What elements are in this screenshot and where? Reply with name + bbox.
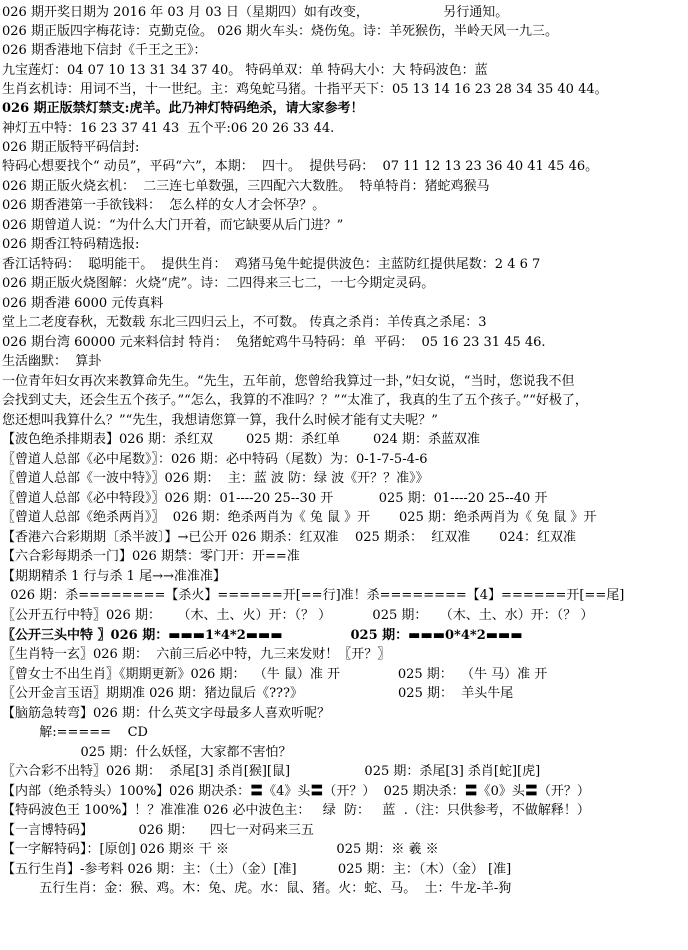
text-line: 026 期香江特码精选报:: [2, 237, 140, 252]
text-line: 026 期开奖日期为 2016 年 03 月 03 日（星期四）如有改变， 另行通知。: [2, 5, 509, 20]
text-line: 025 期：什么妖怪，大家都不害怕？: [2, 745, 292, 760]
text-line: 【六合彩每期杀一门】026 期禁：零门开：开==准: [2, 549, 300, 564]
text-line: 〖公开三头中特 〗026 期：▬▬▬1*4*2▬▬▬ 025 期：▬▬▬0*4*2▬▬▬: [2, 628, 523, 643]
text-line: 026 期正版火烧图解：火烧“虎”。诗：二四得来三七二，一七今期定灵码。: [2, 276, 435, 291]
text-line: 〖曾道人总部《一波中特》〗026 期： 主：蓝 波 防：绿 波《开？？准》》: [2, 471, 429, 486]
text-line: 五行生肖：金：猴、鸡。木：兔、虎。水：鼠、猪。火：蛇、马。 土：牛龙-羊-狗: [2, 881, 512, 896]
text-line: 〖生肖特一玄〗026 期： 六前三后必中特，九三来发财！〖开？〗: [2, 647, 391, 662]
text-line: 【香港六合彩期期〔杀半波〕】→已公开 026 期杀：红双准 025 期杀： 红双准 024：红双准: [2, 530, 576, 545]
text-line: 〖曾道人总部《必中特段》〗026 期：01----20 25--30 开 025 期：01----20 25--40 开: [2, 491, 548, 506]
text-line: 026 期香港 6000 元传真料: [2, 296, 164, 311]
text-line: 026 期正版特平码信封:: [2, 140, 140, 155]
text-line: 〖公开金言玉语〗期期准 026 期：猪边鼠后《???》 025 期： 羊头牛尾: [2, 686, 514, 701]
text-line: 您还想叫我算什么？”“先生，我想请您算一算，我什么时候才能有丈夫呢？”: [2, 413, 438, 428]
text-line: 一位青年妇女再次来教算命先生。“先生，五年前，您曾给我算过一卦，”妇女说，“当时，您说我不但: [2, 374, 575, 389]
text-line: 026 期台湾 60000 元来料信封 特肖： 兔猪蛇鸡牛马特码：单 平码： 05 16 23 31 45 46.: [2, 335, 546, 350]
text-line: 〖曾道人总部《必中尾数》〗：026 期：必中特码（尾数）为：0-1-7-5-4-6: [2, 452, 428, 467]
text-line: 香江话特码： 聪明能干。 提供生肖： 鸡猪马兔牛蛇提供波色：主蓝防红提供尾数：2 4 6 7: [2, 257, 541, 272]
text-line: 堂上二老度春秋，无数载 东北三四归云上，不可数。 传真之杀肖：羊传真之杀尾：3: [2, 315, 487, 330]
text-line: 【一字解特码】：[原创] 026 期※ 干 ※ 025 期：※ 羲 ※: [2, 842, 439, 857]
text-line: 【一言博特码】 026 期： 四七一对码来三五: [2, 823, 314, 838]
text-line: 026 期香港地下信封《千王之王》：: [2, 43, 207, 58]
text-line: 【期期精杀 1 行与杀 1 尾→→准准准】: [2, 569, 226, 584]
text-line: 026 期：杀========【杀火】======开[==行]准！杀========【4】======开[==尾]: [2, 588, 625, 603]
text-line: 〖六合彩不出特〗026 期： 杀尾[3] 杀肖[猴][鼠] 025 期：杀尾[3] 杀肖[蛇][虎]: [2, 764, 541, 779]
text-line: 特码心想要找个“ 动员”，平码“六”，本期： 四十。 提供号码： 07 11 12 13 23 36 40 41 45 46。: [2, 159, 599, 174]
text-line: 026 期正版四字梅花诗：克勤克俭。 026 期火车头：烧伤兔。诗：羊死猴伤，半岭天风一九三。: [2, 24, 559, 39]
text-line: 026 期正版禁灯禁支:虎羊。此乃神灯特码绝杀，请大家参考！: [2, 101, 364, 116]
text-line: 026 期曾道人说：“为什么大门开着，而它缺要从后门进？”: [2, 218, 344, 233]
text-line: 【特码波色王 100%】！？准准准 026 必中波色主： 绿 防： 蓝 .（注：只供参考，不做解释！）: [2, 803, 590, 818]
text-line: 解:===== CD: [2, 725, 148, 740]
text-line: 【内部（绝杀特头）100%】026 期决杀：〓《4》头〓（开？） 025 期决杀：〓《0》头〓（开？）: [2, 784, 590, 799]
text-line: 〖公开五行中特〗026 期： （木、土、火）开：（？ ） 025 期： （木、土、水）开：（？ ）: [2, 608, 594, 623]
text-line: 会找到丈夫，还会生五个孩子。”“怎么，我算的不准吗？？”“太准了，我真的生了五个孩子。”“好极了，: [2, 393, 588, 408]
text-line: 九宝莲灯：04 07 10 13 31 34 37 40。 特码单双：单 特码大小：大 特码波色：蓝: [2, 63, 488, 78]
text-line: 生活幽默： 算卦: [2, 354, 102, 369]
text-line: 生肖玄机诗：用词不当，十一世纪。主：鸡兔蛇马猪。十指平天下：05 13 14 16 23 28 34 35 40 44。: [2, 82, 608, 97]
text-line: 【五行生肖】-参考料 026 期：主：（土）（金）[准] 025 期：主：（木）（金） [准]: [2, 862, 512, 877]
text-line: 【波色绝杀排期表】026 期：杀红双 025 期：杀红单 024 期：杀蓝双准: [2, 432, 480, 447]
text-line: 【脑筋急转弯】026 期：什么英文字母最多人喜欢听呢？: [2, 706, 330, 721]
text-line: 026 期正版火烧玄机： 二三连七单数强，三四配六大数胜。 特单特肖：猪蛇鸡猴马: [2, 179, 490, 194]
text-line: 〖曾道人总部《绝杀两肖》〗 026 期：绝杀两肖为《 兔 鼠 》开 025 期：绝杀两肖为《 兔 鼠 》开: [2, 510, 597, 525]
text-line: 神灯五中特：16 23 37 41 43 五个平:06 20 26 33 44.: [2, 121, 335, 136]
text-line: 026 期香港第一手欲钱料： 怎么样的女人才会怀孕？。: [2, 198, 326, 213]
text-line: 〖曾女士不出生肖〗《期期更新》026 期： （牛 鼠）准 开 025 期： （牛 马）准 开: [2, 667, 548, 682]
